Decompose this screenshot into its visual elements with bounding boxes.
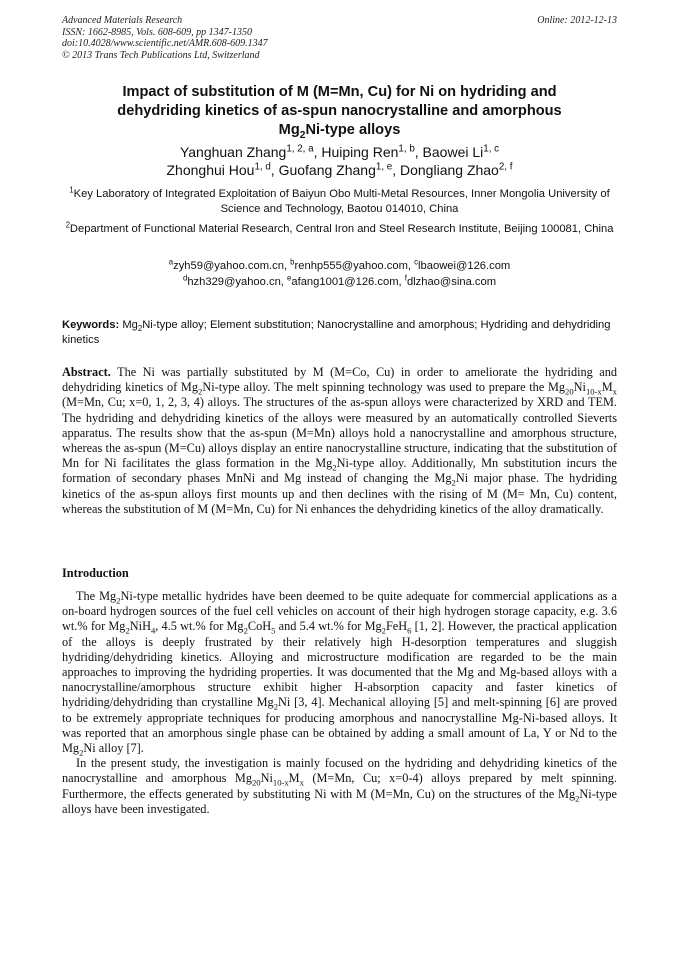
journal-name: Advanced Materials Research xyxy=(62,15,183,26)
author-line-1: Yanghuan Zhang$^{1, 2, a}$, Huiping Ren$^{1, b}$, Baowei Li$^{1, c}$ xyxy=(179,143,500,160)
author-line-2: Zhonghui Hou$^{1, d}$, Guofang Zhang$^{1, e}$, Dongliang Zhao$^{2, f}$ xyxy=(166,161,513,178)
email-address: afang1001@126.com xyxy=(291,275,399,288)
email-address: lbaowei@126.com xyxy=(418,260,511,272)
author-affil-mark: 2, f xyxy=(498,161,513,173)
author-name: Dongliang Zhao xyxy=(400,162,499,178)
abstract-label: Abstract. xyxy=(62,365,111,379)
author-affil-mark: 1, c xyxy=(483,143,500,155)
paper-title xyxy=(62,83,617,140)
doi-line: doi:10.4028/www.scientific.net/AMR.608-609.1347 xyxy=(62,38,268,50)
issn-line: ISSN: 1662-8985, Vols. 608-609, pp 1347-1350 xyxy=(62,26,252,38)
intro-paragraph-2: In the present study, the investigation is mainly focused on the hydriding and dehydriding kinetics of the nanocrystalline and amorphous $Mg_{20}Ni_{10-x}M_x$ (M=Mn, Cu; x=0-4) alloys prepared by melt spinning. Furthermore, the effects generated by substituting Ni with M (M=Mn, Cu) on the structures of the $Mg_2Ni$-type alloys have been investigated. xyxy=(62,756,617,816)
abstract: Abstract. The Ni was partially substituted by M (M=Co, Cu) in order to ameliorate the hydriding and dehydriding kinetics of $Mg_2Ni$-type alloy. The melt spinning technology was used to prepare the $Mg_{20}Ni_{10-x}M_x$ (M=Mn, Cu; x=0, 1, 2, 3, 4) alloys. The structures of the as-spun alloys were characterized by XRD and TEM. The hydriding and dehydriding kinetics of the alloys were measured by an automatically controlled Sieverts apparatus. The results show that the as-spun (M=Mn) alloys hold a nanocrystalline and amorphous structure, whereas the as-spun (M=Cu) alloys display an entire nanocrystalline structure, indicating that the substitution of Mn for Ni facilitates the glass formation in the $Mg_2Ni$-type alloy. Additionally, Mn substitution incurs the formation of secondary phases MnNi and Mg instead of changing the $Mg_2Ni$ major phase. The hydriding kinetics of the as-spun alloys first mounts up and then declines with the rising of M (M= Mn, Cu) content, whereas the substitution of M (M=Mn, Cu) for Ni enhances the dehydriding kinetics of the alloy dramatically. xyxy=(62,365,617,516)
email-address: zyh59@yahoo.com.cn xyxy=(173,260,284,272)
author-list xyxy=(62,143,617,179)
affiliation-2: $^2$Department of Functional Material Research, Central Iron and Steel Research Institute, Beijing 100081, China xyxy=(65,220,614,235)
online-date: Online: 2012-12-13 xyxy=(537,15,617,26)
author-name: Zhonghui Hou xyxy=(166,162,255,178)
title-line-1: Impact of substitution of M (M=Mn, Cu) for Ni on hydriding and xyxy=(122,84,557,100)
introduction-heading: Introduction xyxy=(62,566,129,580)
title-line-2: dehydriding kinetics of as-spun nanocrystalline and amorphous xyxy=(117,103,562,119)
author-name: Huiping Ren xyxy=(321,144,399,160)
keywords: Keywords: $Mg_2Ni$-type alloy; Element substitution; Nanocrystalline and amorphous; Hydriding and dehydriding kinetics xyxy=(62,319,611,346)
introduction-body xyxy=(62,589,617,817)
keywords-label: Keywords: xyxy=(62,319,120,331)
title-line-3: $Mg_2Ni$-type alloys xyxy=(278,122,401,141)
email-line-2: $^d$hzh329@yahoo.cn, $^e$afang1001@126.com, $^f$dlzhao@sina.com xyxy=(182,272,497,288)
affiliation-1: $^1$Key Laboratory of Integrated Exploitation of Baiyun Obo Multi-Metal Resources, Inner Mongolia University of Science and Technology, Baotou 014010, China xyxy=(69,185,610,215)
email-line-1: $^a$zyh59@yahoo.com.cn, $^b$renhp555@yahoo.com, $^c$lbaowei@126.com xyxy=(168,257,511,272)
intro-paragraph-1: The $Mg_2Ni$-type metallic hydrides have been deemed to be quite adequate for commercial applications as a on-board hydrogen sources of the fuel cell vehicles on account of their high hydrogen storage capacity, e.g. 3.6 wt.% for $Mg_2NiH_4$, 4.5 wt.% for $Mg_2CoH_5$ and 5.4 wt.% for $Mg_2FeH_6$ [1, 2]. However, the practical application of the alloys is deeply frustrated by their relatively high H-desorption temperatures and sluggish hydriding/dehydriding kinetics. Alloying and microstructure modification are regarded to be the main approaches to improving the hydriding properties. It was documented that the Mg and Mg-based alloys with a nanocrystalline/amorphous structure exhibit higher H-absorption capacity and faster kinetics of hydriding/dehydriding than crystalline $Mg_2Ni$ [3, 4]. Mechanical alloying [5] and melt-spinning [6] are proved to be extremely appropriate techniques for producing amorphous and nanocrystalline Mg-Ni-based alloys. It was reported that an amorphous single phase can be obtained by adding a small amount of La, Y or Nd to the $Mg_2Ni$ alloy [7]. xyxy=(62,589,618,758)
author-affil-mark: 1, 2, a xyxy=(286,143,314,155)
author-affil-mark: 1, d xyxy=(254,161,271,173)
copyright-line: © 2013 Trans Tech Publications Ltd, Switzerland xyxy=(62,49,260,61)
email-address: hzh329@yahoo.cn xyxy=(187,275,281,288)
email-list xyxy=(62,259,617,290)
journal-header xyxy=(62,15,617,61)
author-name: Baowei Li xyxy=(422,144,484,160)
email-address: dlzhao@sina.com xyxy=(406,275,497,288)
author-name: Yanghuan Zhang xyxy=(179,144,287,160)
author-affil-mark: 1, e xyxy=(375,161,393,173)
author-name: Guofang Zhang xyxy=(278,162,376,178)
email-address: renhp555@yahoo.com xyxy=(294,260,408,272)
author-affil-mark: 1, b xyxy=(398,143,415,155)
